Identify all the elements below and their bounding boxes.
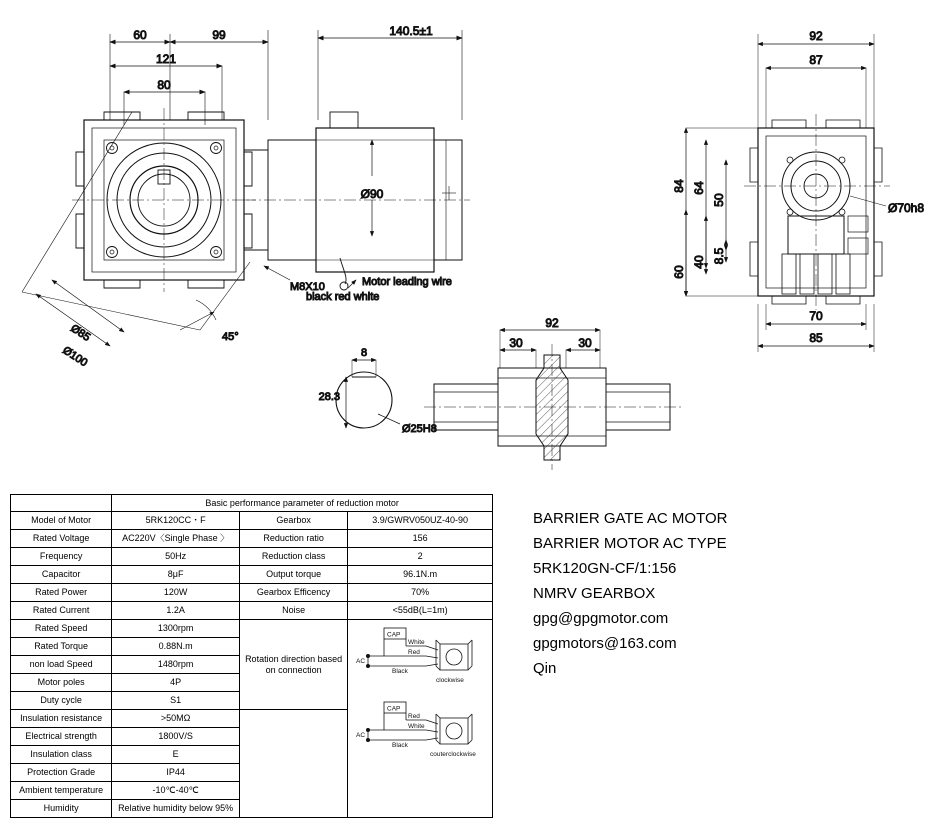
spec-table xyxy=(10,494,493,818)
dim-60: 60 xyxy=(133,28,147,42)
row-value: 1.2A xyxy=(112,602,240,620)
table-row xyxy=(11,548,493,566)
row-label: Frequency xyxy=(11,548,112,566)
dim-side-84: 84 xyxy=(672,179,686,193)
row-label: Rated Speed xyxy=(11,620,112,638)
table-cell-blank xyxy=(239,710,347,818)
dim-d85: Ø85 xyxy=(68,322,93,344)
info-email-primary: gpg@gpgmotor.com xyxy=(533,610,669,627)
wiring-wire-black-2: Black xyxy=(392,742,409,749)
table-row xyxy=(11,530,493,548)
row-value-2: 156 xyxy=(348,530,493,548)
row-label: Rated Torque xyxy=(11,638,112,656)
dim-side-60: 60 xyxy=(672,265,686,279)
dim-side-92: 92 xyxy=(809,29,823,43)
wiring-cap-label-1: CAP xyxy=(387,631,401,639)
label-motor-leading-wire: Motor leading wire xyxy=(362,276,452,288)
row-label: Model of Motor xyxy=(11,512,112,530)
dim-80: 80 xyxy=(157,78,171,92)
row-label: Humidity xyxy=(11,800,112,818)
dim-140: 140.5±1 xyxy=(389,24,433,38)
rotation-direction-note: Rotation direction based on connection xyxy=(239,620,347,710)
row-value-2: 96.1N.m xyxy=(348,566,493,584)
info-line-3: 5RK120GN-CF/1:156 xyxy=(533,560,677,577)
dim-121: 121 xyxy=(155,52,177,66)
dim-section-right-30: 30 xyxy=(578,336,592,350)
row-label-2: Output torque xyxy=(239,566,347,584)
row-label: Protection Grade xyxy=(11,764,112,782)
motor-body-side xyxy=(244,112,470,290)
front-view-diagonal-dimensions xyxy=(22,112,250,346)
row-value: 4P xyxy=(112,674,240,692)
dim-side-85b: 85 xyxy=(809,331,823,345)
dim-side-87: 87 xyxy=(809,53,823,67)
row-value: 1800V/S xyxy=(112,728,240,746)
row-value: AC220V〈Single Phase 〉 xyxy=(112,530,240,548)
dim-side-50: 50 xyxy=(712,193,726,207)
row-value-2: 3.9/GWRV050UZ-40-90 xyxy=(348,512,493,530)
row-value-2: 2 xyxy=(348,548,493,566)
shaft-section-view xyxy=(424,330,682,470)
info-contact-name: Qin xyxy=(533,660,557,677)
row-value: 1480rpm xyxy=(112,656,240,674)
row-value: >50MΩ xyxy=(112,710,240,728)
wiring-wire-black-1: Black xyxy=(392,668,409,675)
dim-section-92: 92 xyxy=(545,316,559,330)
row-value: S1 xyxy=(112,692,240,710)
row-value-2: 70% xyxy=(348,584,493,602)
wiring-diagrams-cell xyxy=(348,620,493,818)
wiring-wire-white-1: White xyxy=(408,639,425,646)
row-label-2: Gearbox xyxy=(239,512,347,530)
row-value: 1300rpm xyxy=(112,620,240,638)
row-label-2: Reduction class xyxy=(239,548,347,566)
info-email-secondary: gpgmotors@163.com xyxy=(533,635,677,652)
row-value: IP44 xyxy=(112,764,240,782)
row-value: 5RK120CC・F xyxy=(112,512,240,530)
info-line-2: BARRIER MOTOR AC TYPE xyxy=(533,535,727,552)
row-label: Electrical strength xyxy=(11,728,112,746)
product-info-block xyxy=(533,506,727,681)
info-line-4: NMRV GEARBOX xyxy=(533,585,656,602)
row-value: -10℃-40℃ xyxy=(112,782,240,800)
wiring-diagram-svg xyxy=(350,620,490,780)
row-label: Insulation resistance xyxy=(11,710,112,728)
row-value: 0.88N.m xyxy=(112,638,240,656)
table-cell-empty xyxy=(11,495,112,512)
row-value: 50Hz xyxy=(112,548,240,566)
label-m8x10: M8X10 xyxy=(290,281,325,293)
wiring-ac-label-1: AC xyxy=(356,658,366,665)
wiring-wire-red-1: Red xyxy=(408,649,421,656)
dim-side-70: 70 xyxy=(809,309,823,323)
row-label-2: Reduction ratio xyxy=(239,530,347,548)
row-label-2: Gearbox Efficency xyxy=(239,584,347,602)
info-line-1: BARRIER GATE AC MOTOR xyxy=(533,510,728,527)
gearbox-front-body xyxy=(72,108,256,292)
row-value-2: <55dB(L=1m) xyxy=(348,602,493,620)
row-label: non load Speed xyxy=(11,656,112,674)
row-label: Ambient temperature xyxy=(11,782,112,800)
table-row xyxy=(11,602,493,620)
table-row xyxy=(11,512,493,530)
label-wire-colors: black red white xyxy=(306,291,380,303)
row-label: Rated Current xyxy=(11,602,112,620)
dim-side-64: 64 xyxy=(692,181,706,195)
shaft-section-detail xyxy=(336,360,400,428)
lead-wire-callout xyxy=(348,280,356,288)
dim-shaft-diameter: Ø25H8 xyxy=(402,423,437,435)
dim-side-d70h8: Ø70h8 xyxy=(888,201,925,215)
wiring-wire-red-2: Red xyxy=(408,713,421,720)
wiring-caption-2: couterclockwise xyxy=(430,751,477,758)
thread-callout xyxy=(264,266,290,280)
side-view-gearbox xyxy=(686,34,890,352)
row-value: Relative humidity below 95% xyxy=(112,800,240,818)
table-row xyxy=(11,566,493,584)
row-label: Capacitor xyxy=(11,566,112,584)
dim-99: 99 xyxy=(212,28,226,42)
row-value: E xyxy=(112,746,240,764)
dim-d90: Ø90 xyxy=(360,187,384,201)
row-value: 120W xyxy=(112,584,240,602)
spec-table-title: Basic performance parameter of reduction motor xyxy=(112,495,493,512)
wiring-caption-1: clockwise xyxy=(436,677,464,684)
dim-key-height: 28.3 xyxy=(318,391,340,403)
table-row xyxy=(11,584,493,602)
wiring-ac-label-2: AC xyxy=(356,732,366,739)
wiring-wire-white-2: White xyxy=(408,723,425,730)
row-label: Insulation class xyxy=(11,746,112,764)
dim-d100: Ø100 xyxy=(60,344,90,370)
dim-side-40: 40 xyxy=(692,255,706,269)
row-label: Rated Power xyxy=(11,584,112,602)
wiring-cap-label-2: CAP xyxy=(387,705,401,713)
dim-side-85: 8.5 xyxy=(712,247,726,265)
row-label-2: Noise xyxy=(239,602,347,620)
table-row xyxy=(11,620,493,638)
dim-section-left-30: 30 xyxy=(509,336,523,350)
row-label: Duty cycle xyxy=(11,692,112,710)
row-label: Motor poles xyxy=(11,674,112,692)
table-row xyxy=(11,495,493,512)
dim-45deg: 45° xyxy=(222,331,239,343)
row-value: 8μF xyxy=(112,566,240,584)
dim-key-width: 8 xyxy=(360,347,368,359)
row-label: Rated Voltage xyxy=(11,530,112,548)
